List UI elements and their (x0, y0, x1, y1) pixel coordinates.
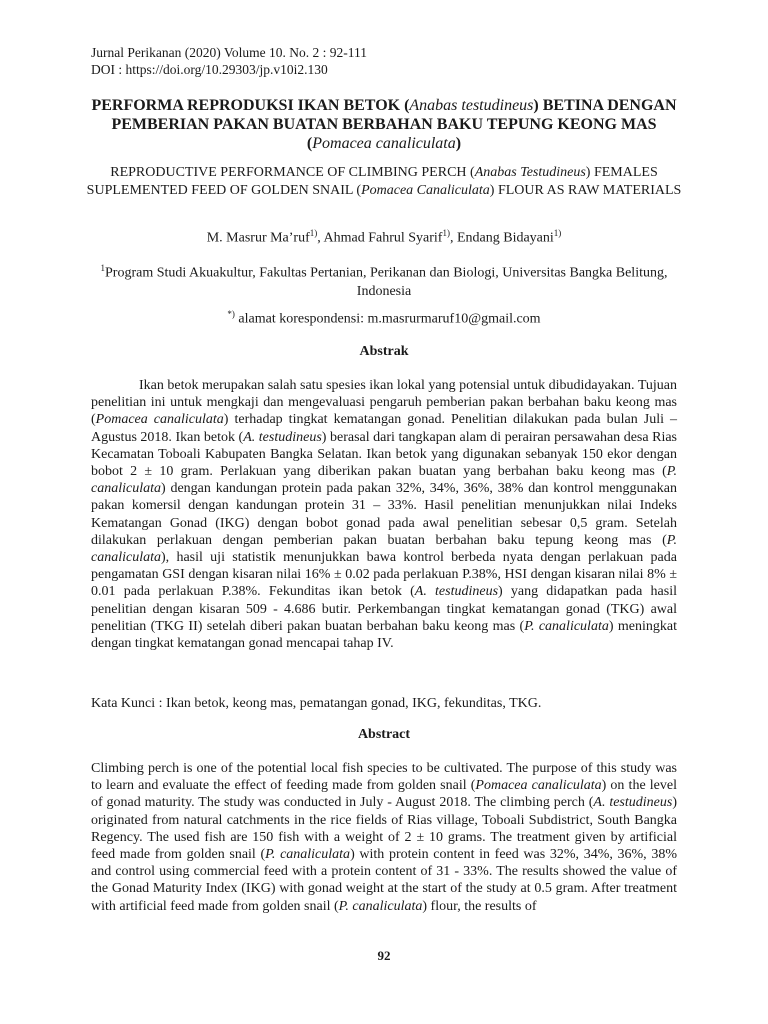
title-indonesian: PERFORMA REPRODUKSI IKAN BETOK (Anabas testudineus) BETINA DENGAN PEMBERIAN PAKAN BUATAN BERBAHAN BAKU TEPUNG KEONG MAS (Pomacea canaliculata) (91, 97, 677, 152)
keywords-text: Ikan betok, keong mas, pematangan gonad, IKG, fekunditas, TKG. (166, 696, 542, 711)
keywords-label: Kata Kunci : (91, 696, 167, 711)
abstrak-heading: Abstrak (359, 344, 409, 359)
abstract-body: Climbing perch is one of the potential local fish species to be cultivated. The purpose of this study was to learn and evaluate the effect of feeding made from golden snail (Pomacea canaliculata) on the level of gonad maturity. The study was conducted in July - August 2018. The climbing perch (A. testudineus) originated from natural catchments in the rice fields of Rias village, Toboali Subdistrict, South Bangka Regency. The used fish are 150 fish with a weight of 2 ± 10 grams. The treatment given by artificial feed made from golden snail (P. canaliculata) with protein content in feed was 32%, 34%, 36%, 38% and control using commercial feed with a protein content of 31 - 33%. The results showed the value of the Gonad Maturity Index (IKG) with gonad weight at the start of the study at 0.5 gram. After treatment with artificial feed made from golden snail (P. canaliculata) flour, the results of (91, 761, 678, 914)
abstract-heading: Abstract (357, 727, 411, 742)
journal-header (91, 44, 367, 78)
keywords (91, 696, 541, 712)
page-number: 92 (377, 948, 391, 963)
title-english: REPRODUCTIVE PERFORMANCE OF CLIMBING PERCH (Anabas Testudineus) FEMALES SUPLEMENTED FEED OF GOLDEN SNAIL (Pomacea Canaliculata) FLOUR AS RAW MATERIALS (86, 165, 682, 198)
doi-line: DOI : https://doi.org/10.29303/jp.v10i2.130 (91, 62, 328, 77)
author-list: M. Masrur Ma’ruf$^{1)}$, Ahmad Fahrul Syarif$^{1)}$, Endang Bidayani$^{1)}$ (206, 228, 562, 246)
correspondence-email: alamat korespondensi: m.masrurmaruf10@gmail.com (234, 311, 541, 327)
abstrak-body: Ikan betok merupakan salah satu spesies ikan lokal yang potensial untuk dibudidayakan. Tujuan penelitian ini untuk mengkaji dan mengevaluasi pengaruh pemberian pakan berbahan baku keong mas (Pomacea canaliculata) terhadap tingkat kematangan gonad. Penelitian dilakukan pada bulan Juli – Agustus 2018. Ikan betok (A. testudineus) berasal dari tangkapan alam di perairan persawahan desa Rias Kecamatan Toboali Kabupaten Bangka Selatan. Ikan betok yang digunakan sebanyak 150 ekor dengan bobot 2 ± 10 gram. Perlakuan yang diberikan pakan buatan yang berbahan baku keong mas (P. canaliculata) dengan kandungan protein pada pakan 32%, 34%, 36%, 38% dan kontrol menggunakan pakan komersil dengan kandungan protein 31 – 33%. Hasil penelitian menunjukkan nilai Indeks Kematangan Gonad (IKG) dengan bobot gonad pada awal penelitian sebesar 0,5 gram. Setelah dilakukan perlakuan dengan pemberian pakan buatan berbahan baku tepung keong mas (P. canaliculata), hasil uji statistik menunjukkan bawa kontrol berbeda nyata dengan perlakuan pada pengamatan GSI dengan kisaran nilai 16% ± 0.02 pada perlakuan P.38%, HSI dengan kisaran nilai 8% ± 0.01 pada perlakuan P.38%. Fekunditas ikan betok (A. testudineus) yang didapatkan pada hasil penelitian dengan kisaran 509 - 4.686 butir. Perkembangan tingkat kematangan gonad (TKG) awal penelitian (TKG II) setelah diberi pakan buatan berbahan baku keong mas (P. canaliculata) meningkat dengan tingkat kematangan gonad mencapai tahap IV. (91, 378, 678, 652)
affiliation: $^1$Program Studi Akuakultur, Fakultas Pertanian, Perikanan dan Biologi, Universitas Bangka Belitung, Indonesia (100, 263, 668, 299)
correspondence: *) alamat korespondensi: m.masrurmaruf10@gmail.com (227, 309, 541, 327)
journal-citation: Jurnal Perikanan (2020) Volume 10. No. 2 : 92-111 (91, 45, 367, 60)
